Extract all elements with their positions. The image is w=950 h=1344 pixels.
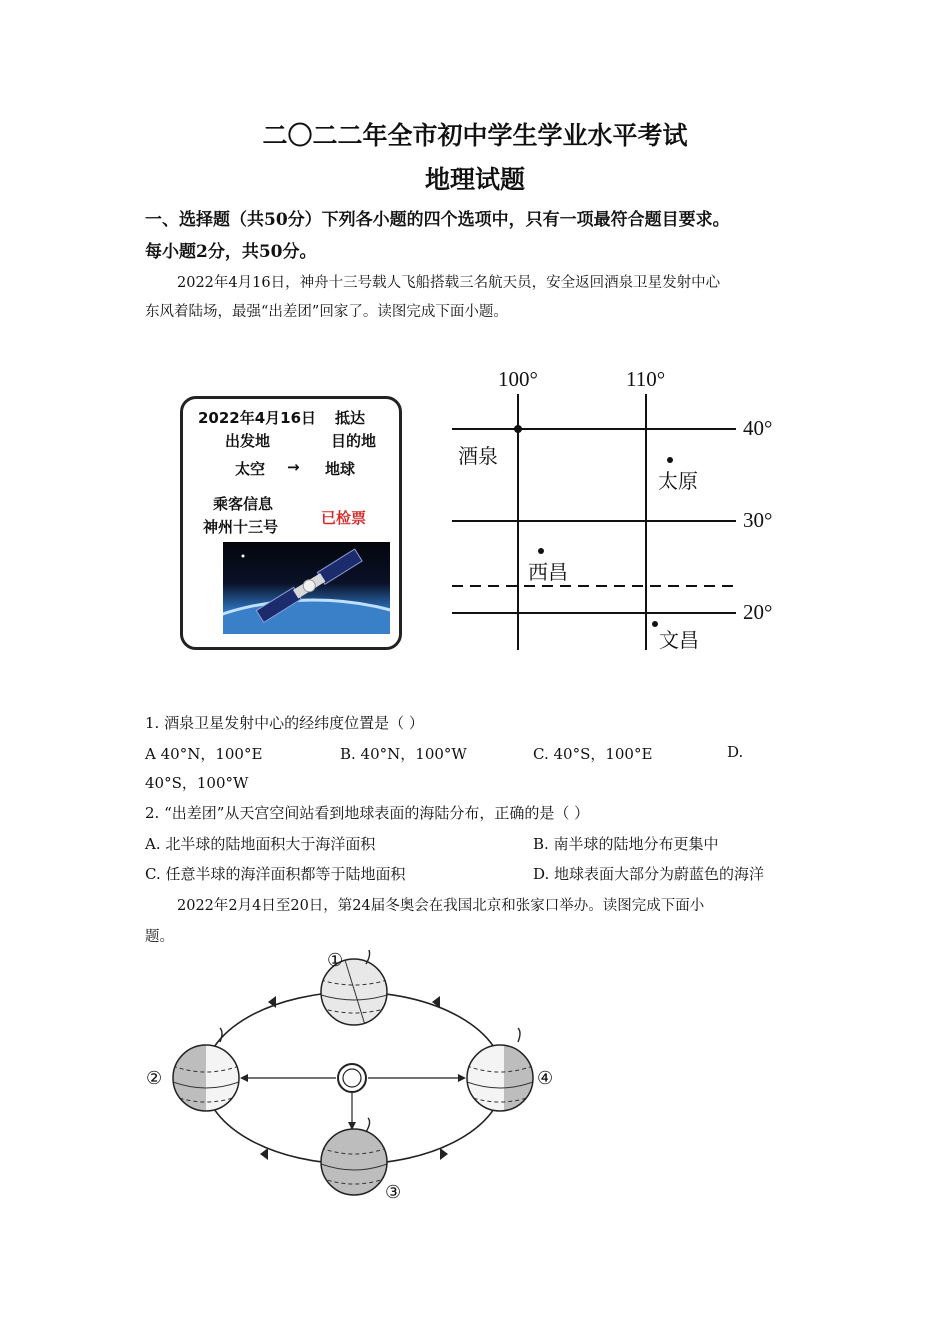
place-wenchang: 文昌 <box>659 628 699 652</box>
lat-label-30: 30° <box>743 508 773 532</box>
intro2-line2: 题。 <box>145 929 174 945</box>
lon-label-110: 110° <box>626 367 666 391</box>
ticket-arrow: → <box>287 458 300 476</box>
orbit-label-1: ① <box>327 950 344 971</box>
ticket-passenger-label: 乘客信息 <box>213 495 274 513</box>
ticket-stamp: 已检票 <box>321 509 367 527</box>
orbit-label-2: ② <box>146 1068 163 1089</box>
ticket-date: 2022年4月16日 <box>198 409 317 427</box>
page-title: 二〇二二年全市初中学生学业水平考试 <box>262 121 688 150</box>
q2-option-b: B. 南半球的陆地分布更集中 <box>533 835 719 853</box>
place-jiuquan: 酒泉 <box>458 444 498 468</box>
orbit-label-3: ③ <box>385 1182 402 1203</box>
ticket-origin: 太空 <box>235 460 266 478</box>
q1-stem: 1. 酒泉卫星发射中心的经纬度位置是（ ） <box>145 714 424 732</box>
place-xichang: 西昌 <box>528 560 568 584</box>
ticket-dest: 地球 <box>325 460 356 478</box>
section-heading-line2: 每小题2分，共50分。 <box>145 242 317 262</box>
intro1-line1: 2022年4月16日，神舟十三号载人飞船搭载三名航天员，安全返回酒泉卫星发射中心 <box>177 275 721 291</box>
ticket-dest-label: 目的地 <box>331 432 377 450</box>
q1-option-a: A 40°N，100°E <box>145 745 263 763</box>
q1-option-d-text: 40°S，100°W <box>145 774 249 792</box>
intro2-line1: 2022年2月4日至20日，第24届冬奥会在我国北京和张家口举办。读图完成下面小 <box>177 898 705 914</box>
q2-option-c: C. 任意半球的海洋面积都等于陆地面积 <box>145 865 406 883</box>
q2-option-d: D. 地球表面大部分为蔚蓝色的海洋 <box>533 865 765 883</box>
place-taiyuan: 太原 <box>658 469 698 493</box>
spacecraft-photo <box>223 542 390 634</box>
q1-option-d: D. <box>727 743 744 761</box>
intro1-line2: 东风着陆场，最强“出差团”回家了。读图完成下面小题。 <box>145 304 508 320</box>
q1-option-c: C. 40°S，100°E <box>533 745 653 763</box>
ticket-passenger: 神州十三号 <box>203 518 279 536</box>
q2-stem: 2. “出差团”从天宫空间站看到地球表面的海陆分布，正确的是（ ） <box>145 804 590 822</box>
earth-orbit-diagram <box>140 950 570 1205</box>
page-subtitle: 地理试题 <box>424 165 525 194</box>
lon-label-100: 100° <box>498 367 538 391</box>
orbit-label-4: ④ <box>537 1068 554 1089</box>
lat-label-40: 40° <box>743 416 773 440</box>
q2-option-a: A. 北半球的陆地面积大于海洋面积 <box>145 835 376 853</box>
lat-label-20: 20° <box>743 600 773 624</box>
lat-lon-grid-map <box>452 362 792 657</box>
ticket-origin-label: 出发地 <box>225 432 271 450</box>
boarding-pass-figure <box>180 396 402 650</box>
section-heading-line1: 一、选择题（共50分）下列各小题的四个选项中，只有一项最符合题目要求。 <box>145 210 730 230</box>
q1-option-b: B. 40°N，100°W <box>340 745 467 763</box>
ticket-arrive: 抵达 <box>335 409 366 427</box>
